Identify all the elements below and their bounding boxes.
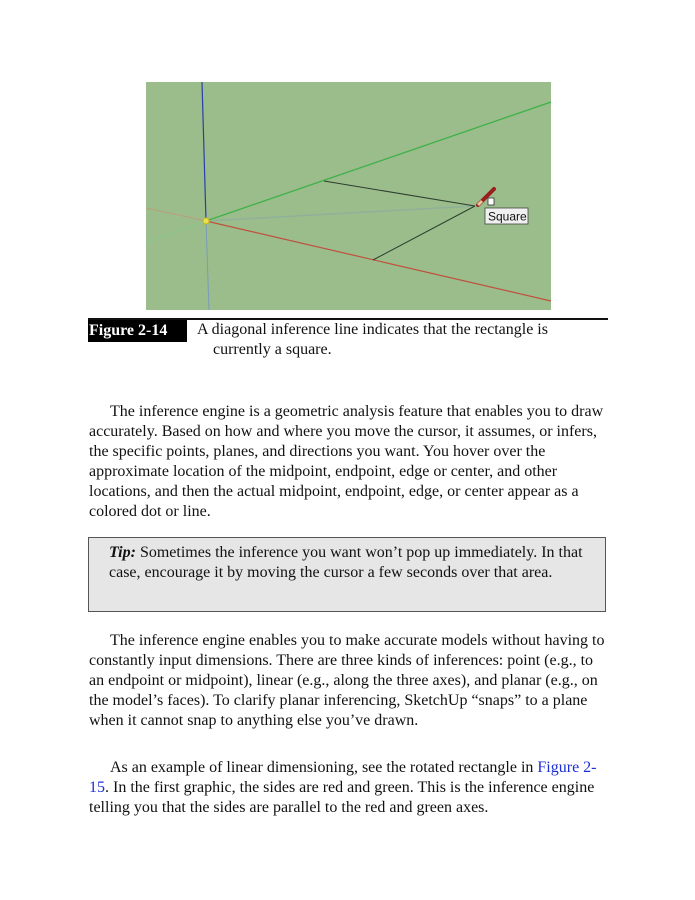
tip-box (88, 537, 606, 612)
paragraph-linear-example (89, 758, 611, 818)
blue-axis-dashed (206, 221, 209, 310)
tooltip-text: Square (488, 209, 527, 224)
tip-label: Tip: (109, 544, 136, 561)
red-axis-dashed (146, 208, 206, 221)
green-axis-dashed (146, 221, 206, 243)
tip-text: Sometimes the inference you want won’t pop up immediately. In that case, encourage it by moving the cursor a few seconds over that area. (109, 544, 583, 581)
green-axis (206, 102, 551, 221)
figure-label: Figure 2-14 (88, 320, 187, 342)
diagonal-inference-line (206, 206, 475, 221)
figure-caption: A diagonal inference line indicates that the rectangle is currently a square. (197, 321, 548, 358)
rectangle-edge-right (373, 206, 475, 260)
blue-axis (202, 82, 206, 221)
paragraph-inference-engine: The inference engine is a geometric analysis feature that enables you to draw accurately. Based on how and where you move the cursor, it assumes, or infers, the specific points, planes, and directions you want. You hover over the approximate location of the midpoint, endpoint, edge or center, and other locations, and then the actual midpoint, endpoint, edge, or center appear as a colored dot or line. (89, 403, 604, 520)
red-axis (206, 221, 551, 301)
p3-text-before: As an example of linear dimensioning, see the rotated rectangle in (110, 759, 538, 776)
origin-point (203, 218, 209, 224)
figure-2-14-image (146, 82, 551, 310)
figure-2-15-link[interactable]: Figure 2-15 (89, 759, 597, 796)
square-tooltip (485, 208, 528, 224)
paragraph-inference-kinds: The inference engine enables you to make accurate models without having to constantly input dimensions. There are three kinds of inferences: point (e.g., to an endpoint or midpoint), linear (e.g., along the three axes), and planar (e.g., on the model’s faces). To clarify planar inferencing, SketchUp “snaps” to a plane when it cannot snap to anything else you’ve drawn. (89, 632, 605, 729)
tip-paragraph (109, 543, 589, 583)
pencil-cursor-icon (478, 189, 494, 205)
rectangle-edge-top (324, 181, 475, 206)
p3-text-after: . In the first graphic, the sides are red and green. This is the inference engine telling you that the sides are parallel to the red and green axes. (89, 779, 595, 816)
